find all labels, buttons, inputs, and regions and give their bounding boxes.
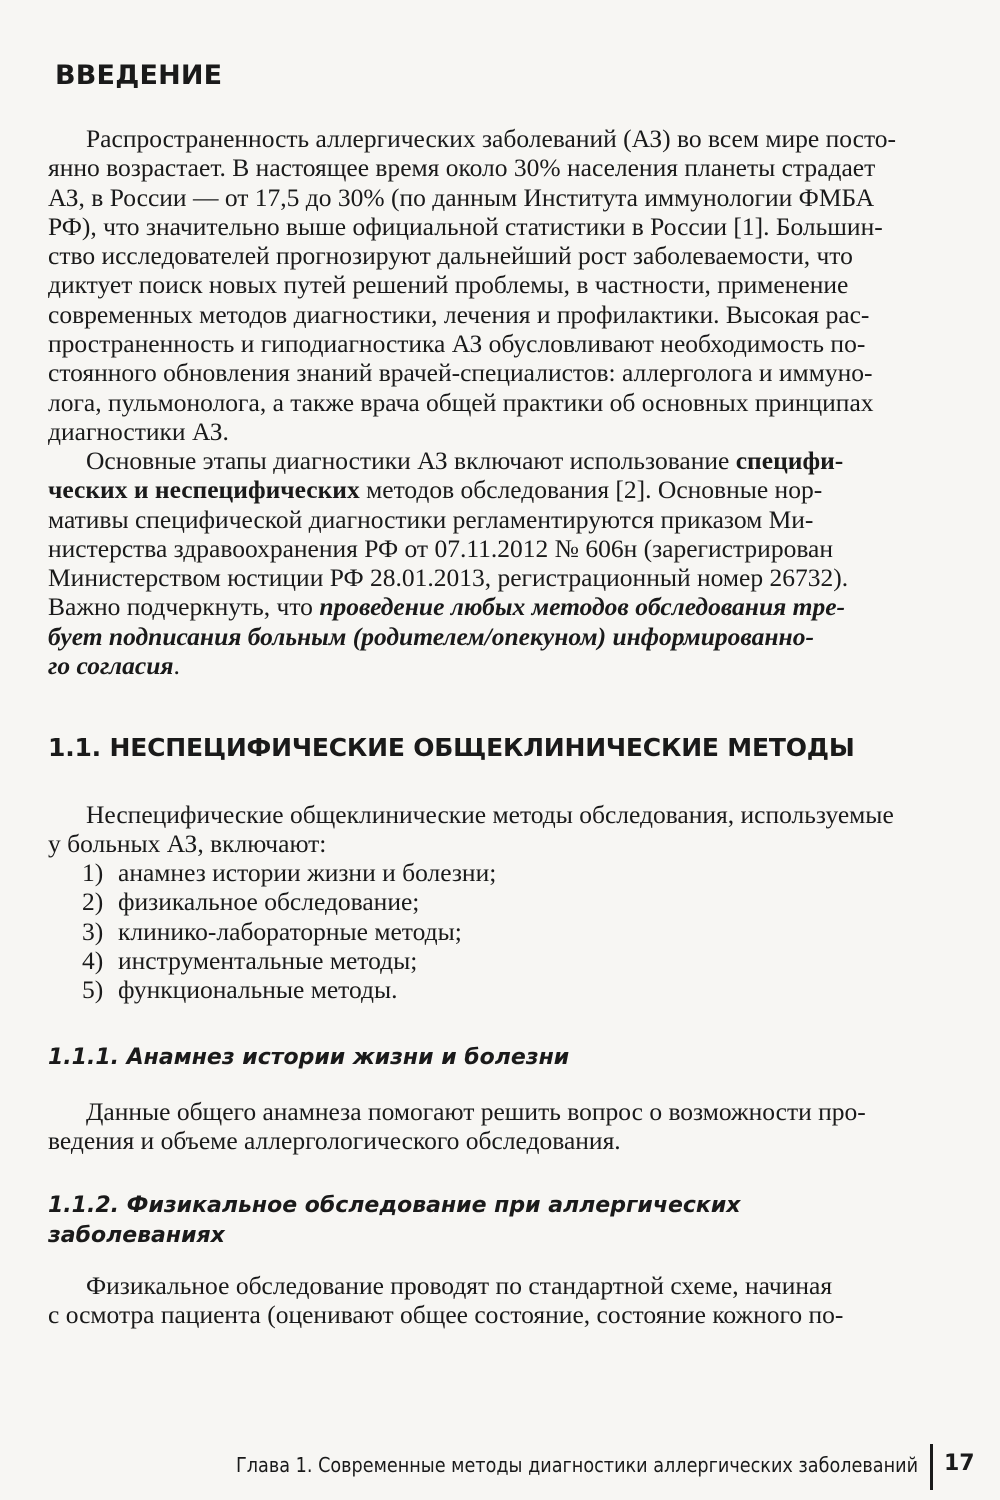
list-number: 1) bbox=[82, 858, 104, 887]
list-number: 2) bbox=[82, 887, 104, 917]
list-item bbox=[82, 946, 496, 975]
section-heading-1-1: 1.1. НЕСПЕЦИФИЧЕСКИЕ ОБЩЕКЛИНИЧЕСКИЕ МЕТОДЫ bbox=[48, 733, 855, 762]
list-item bbox=[82, 975, 496, 1004]
text-line: современных методов диагностики, лечения и профилактики. Высокая рас- bbox=[48, 299, 870, 329]
text-span: Важно подчеркнуть, что bbox=[48, 592, 320, 622]
text-line: ство исследователей прогнозируют дальнейший рост заболеваемости, что bbox=[48, 241, 853, 271]
text-line: янно возрастает. В настоящее время около 30% населения планеты страдает bbox=[48, 153, 876, 183]
text-line: Неспецифические общеклинические методы обследования, используемые bbox=[86, 800, 894, 829]
text-line: Распространенность аллергических заболеваний (АЗ) во всем мире посто- bbox=[86, 124, 897, 153]
text-line bbox=[48, 622, 940, 651]
subsection-heading-1-1-2 bbox=[48, 1191, 748, 1251]
bold-text: ческих и неспецифических bbox=[48, 475, 360, 505]
text-line: с осмотра пациента (оценивают общее состояние, состояние кожного по- bbox=[48, 1300, 844, 1330]
text-line: стоянного обновления знаний врачей-специалистов: аллерголога и иммуно- bbox=[48, 358, 873, 388]
intro-paragraph-1 bbox=[48, 124, 940, 446]
heading-line: 1.1.2. Физикальное обследование при аллергических bbox=[48, 1193, 741, 1218]
text-line: РФ), что значительно выше официальной статистики в России [1]. Большин- bbox=[48, 211, 883, 241]
intro-heading: ВВЕДЕНИЕ bbox=[55, 60, 223, 91]
bold-italic-text: го согласия bbox=[48, 651, 174, 681]
list-text: физикальное обследование; bbox=[118, 887, 420, 917]
list-item bbox=[82, 858, 496, 887]
section-1-1-1-paragraph bbox=[48, 1097, 940, 1156]
list-number: 4) bbox=[82, 945, 104, 975]
text-span: Основные этапы диагностики АЗ включают использование bbox=[86, 446, 736, 475]
footer-divider bbox=[930, 1444, 933, 1490]
text-line: АЗ, в России — от 17,5 до 30% (по данным Института иммунологии ФМБА bbox=[48, 182, 875, 212]
text-line: мативы специфической диагностики регламентируются приказом Ми- bbox=[48, 504, 814, 534]
list-item bbox=[82, 887, 496, 916]
list-text: клинико-лабораторные методы; bbox=[118, 916, 462, 946]
text-line: Данные общего анамнеза помогают решить вопрос о возможности про- bbox=[86, 1097, 866, 1126]
text-line: Физикальное обследование проводят по стандартной схеме, начиная bbox=[86, 1271, 833, 1300]
intro-paragraph-2 bbox=[48, 446, 940, 680]
list-text: функциональные методы. bbox=[118, 975, 398, 1005]
section-1-1-intro bbox=[48, 800, 940, 859]
text-line bbox=[48, 475, 940, 504]
text-line: ведения и объеме аллергологического обследования. bbox=[48, 1126, 621, 1156]
text-span: методов обследования [2]. Основные нор- bbox=[359, 475, 823, 505]
text-line: диагностики АЗ. bbox=[48, 416, 229, 446]
text-span: . bbox=[173, 651, 180, 681]
text-line: Министерством юстиции РФ 28.01.2013, регистрационный номер 26732). bbox=[48, 563, 849, 593]
list-text: анамнез истории жизни и болезни; bbox=[118, 858, 497, 887]
heading-line: заболеваниях bbox=[48, 1223, 225, 1248]
running-footer-chapter-title: Глава 1. Современные методы диагностики аллергических заболеваний bbox=[235, 1453, 918, 1477]
page-number: 17 bbox=[944, 1451, 975, 1476]
text-line: нистерства здравоохранения РФ от 07.11.2012 № 606н (зарегистрирован bbox=[48, 533, 833, 563]
text-line: у больных АЗ, включают: bbox=[48, 829, 327, 859]
bold-italic-text: проведение любых методов обследования тре- bbox=[319, 592, 846, 622]
text-line bbox=[48, 592, 940, 621]
text-line: лога, пульмонолога, а также врача общей практики об основных принципах bbox=[48, 387, 874, 417]
list-text: инструментальные методы; bbox=[118, 945, 418, 975]
bold-italic-text: бует подписания больным (родителем/опекуном) информированно- bbox=[48, 621, 814, 651]
text-line bbox=[48, 651, 940, 680]
subsection-heading-1-1-1: 1.1.1. Анамнез истории жизни и болезни bbox=[48, 1045, 570, 1070]
bold-text: специфи- bbox=[735, 446, 844, 475]
section-1-1-2-paragraph bbox=[48, 1271, 940, 1330]
list-item bbox=[82, 917, 496, 946]
text-line: диктует поиск новых путей решений проблемы, в частности, применение bbox=[48, 270, 849, 300]
list-number: 5) bbox=[82, 975, 104, 1005]
list-number: 3) bbox=[82, 916, 104, 946]
text-line: пространенность и гиподиагностика АЗ обусловливают необходимость по- bbox=[48, 329, 866, 359]
page-footer bbox=[0, 1440, 1000, 1500]
methods-list bbox=[82, 858, 496, 1004]
text-line bbox=[48, 446, 940, 475]
